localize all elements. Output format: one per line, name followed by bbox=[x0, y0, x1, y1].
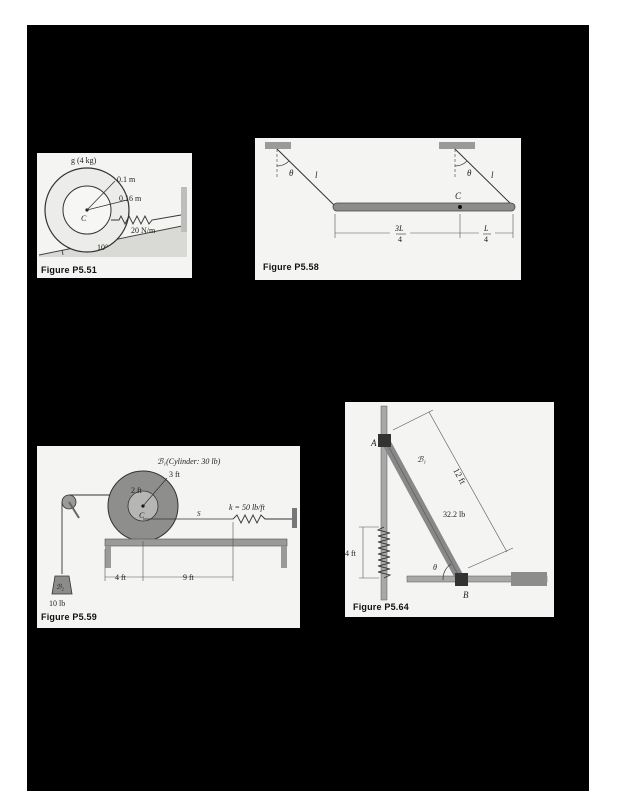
dim-line-length bbox=[429, 412, 507, 552]
figure-p5-59 bbox=[37, 446, 300, 628]
label-center: C bbox=[455, 191, 462, 201]
figure-caption: Figure P5.58 bbox=[263, 262, 319, 272]
right-angle-arc bbox=[455, 161, 467, 166]
figure-caption: Figure P5.51 bbox=[41, 265, 97, 275]
dim-4ft: 4 ft bbox=[115, 573, 126, 582]
bar bbox=[333, 203, 515, 211]
label-l-right: l bbox=[491, 170, 494, 180]
figure-p5-58-drawing bbox=[255, 138, 521, 280]
wall bbox=[181, 187, 187, 232]
label-cylinder: ℬ₁(Cylinder: 30 lb) bbox=[157, 457, 221, 466]
figure-p5-51 bbox=[37, 153, 192, 278]
dim-right-numerator: L bbox=[484, 224, 489, 233]
collar-b bbox=[455, 573, 468, 586]
label-l-left: l bbox=[315, 170, 318, 180]
table-leg-left bbox=[105, 546, 111, 568]
label-4ft: 4 ft bbox=[345, 549, 356, 558]
spring bbox=[378, 527, 390, 578]
figure-caption: Figure P5.64 bbox=[353, 602, 409, 612]
rod-end bbox=[511, 572, 547, 586]
black-page bbox=[27, 25, 589, 791]
label-s: S bbox=[197, 510, 201, 518]
collar-a bbox=[378, 434, 391, 447]
label-spring: 20 N/m bbox=[131, 226, 156, 235]
right-string bbox=[455, 149, 513, 206]
dim-9ft: 9 ft bbox=[183, 573, 194, 582]
label-center: C bbox=[139, 511, 145, 520]
dim-right-denominator: 4 bbox=[484, 235, 488, 244]
label-angle: 10° bbox=[97, 243, 109, 252]
spring bbox=[233, 515, 292, 523]
label-weight: 32.2 lb bbox=[443, 510, 466, 519]
figure-p5-64 bbox=[345, 402, 554, 617]
label-theta-left: θ bbox=[289, 168, 294, 178]
figure-p5-51-drawing bbox=[37, 153, 192, 278]
table-leg-right bbox=[281, 546, 287, 568]
table-top bbox=[105, 539, 287, 546]
label-theta-right: θ bbox=[467, 168, 472, 178]
label-center: C bbox=[81, 214, 87, 223]
label-r2: 0.16 m bbox=[119, 194, 142, 203]
label-3ft: 3 ft bbox=[169, 470, 180, 479]
left-angle-arc bbox=[277, 161, 289, 166]
label-k: k = 50 lb/ft bbox=[229, 503, 265, 512]
figure-p5-59-drawing bbox=[37, 446, 300, 628]
label-r1: 0.1 m bbox=[117, 175, 136, 184]
label-theta: θ bbox=[433, 563, 437, 572]
right-support bbox=[439, 142, 475, 149]
label-body: ℬ₁ bbox=[417, 455, 427, 464]
figure-p5-58 bbox=[255, 138, 521, 280]
label-a: A bbox=[371, 438, 377, 448]
label-weight: 10 lb bbox=[49, 599, 66, 608]
label-weight-body: ℬ₂ bbox=[56, 583, 64, 591]
label-mass: g (4 kg) bbox=[71, 156, 97, 165]
figure-caption: Figure P5.59 bbox=[41, 612, 97, 622]
dim-left-denominator: 4 bbox=[398, 235, 402, 244]
dim-left-numerator: 3L bbox=[395, 224, 404, 233]
label-length: 12 ft bbox=[451, 466, 468, 486]
center-point bbox=[458, 205, 462, 209]
label-b: B bbox=[463, 590, 469, 600]
left-string bbox=[277, 149, 335, 206]
figure-p5-64-drawing bbox=[345, 402, 554, 617]
label-2ft: 2 ft bbox=[131, 486, 142, 495]
spring-wall bbox=[292, 508, 297, 528]
left-support bbox=[265, 142, 291, 149]
dim-ext-top bbox=[393, 410, 433, 430]
